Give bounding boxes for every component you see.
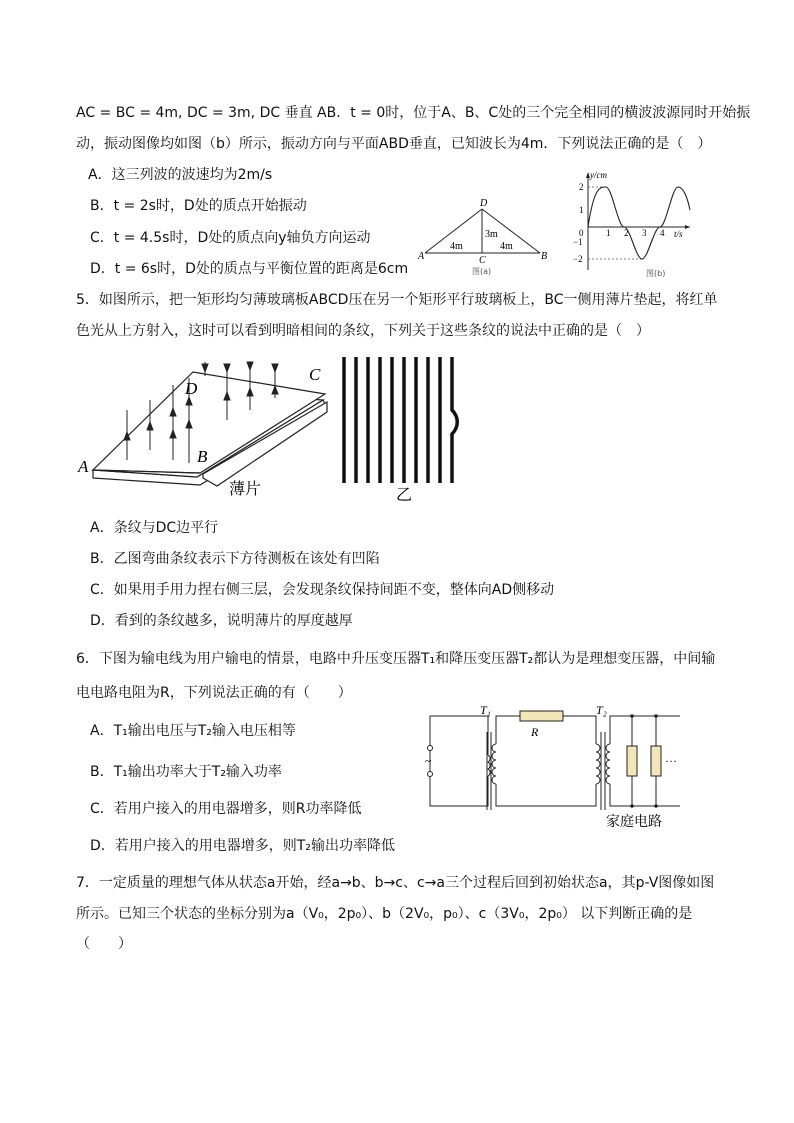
xtick-1: 1 [606,228,611,238]
q5-stem-line2: 色光从上方射入，这时可以看到明暗相间的条纹，下列关于这些条纹的说法中正确的是（ ） [76,323,650,339]
transmission-loop [492,716,600,806]
resistor-r [520,711,563,721]
fringe-line [452,357,457,483]
q4-figure-b [568,170,698,280]
ytick-1: 1 [579,205,584,215]
fringe-group [344,357,457,483]
ytick-neg1: −1 [573,237,583,247]
q4-figure-a [410,195,560,280]
caption-b: 图(b) [646,269,666,278]
q4-stem-line1: AC = BC = 4m, DC = 3m, DC 垂直 AB．t = 0时，位于A、B、C处的三个完全相同的横波波源同时开始振 [76,105,751,121]
xtick-2: 2 [624,228,629,238]
label-b: B [541,251,548,262]
q5-figure-plates [75,350,340,502]
label-a: A [418,251,425,262]
label-d: D [480,198,488,209]
q5-figure-fringes [338,355,463,503]
q4-option-d: D．t = 6s时，D处的质点与平衡位置的距离是6cm [90,261,409,277]
len-dc: 3m [485,229,498,240]
q6-figure-circuit [420,700,685,832]
label-d: D [185,379,198,398]
source-terminal-top [428,746,433,751]
origin-label: 0 [579,228,584,238]
home-circuit-label: 家庭电路 [606,814,662,830]
q4-option-c: C．t = 4.5s时，D处的质点向y轴负方向运动 [90,230,371,246]
q7-stem-line3: （ ） [76,936,132,952]
appliance-2 [651,746,661,776]
label-b: B [197,447,208,466]
t1-label: T₁ [480,703,491,717]
source-loop [430,716,490,806]
y-axis-label: y/cm [590,170,607,180]
transformer-t2-core [601,732,605,810]
label-a: A [78,457,89,476]
q6-option-d: D．若用户接入的用电器增多，则T₂输出功率降低 [90,838,395,854]
more-appliances: … [665,751,677,765]
r-label: R [531,725,539,739]
q6-stem-line1: 6．下图为输电线为用户输电的情景，电路中升压变压器T₁和降压变压器T₂都认为是理想变压器，中间输 [76,651,716,667]
t-axis-label: t/s [674,229,683,239]
label-c: C [309,365,321,384]
q6-option-a: A．T₁输出电压与T₂输入电压相等 [90,723,296,739]
q7-stem-line2: 所示。已知三个状态的坐标分别为a（V₀，2p₀）、b（2V₀，p₀）、c（3V₀，2p₀） 以下判断正确的是 [76,906,693,922]
caption-a: 图(a) [472,267,492,276]
q5-option-b: B．乙图弯曲条纹表示下方待测板在该处有凹陷 [90,551,380,567]
shim-label: 薄片 [229,479,262,498]
q6-option-b: B．T₁输出功率大于T₂输入功率 [90,764,282,780]
ytick-neg2: −2 [573,254,583,264]
xtick-4: 4 [660,228,665,238]
ytick-2: 2 [579,182,584,192]
sine-curve [588,187,690,259]
source-terminal-bottom [428,772,433,777]
t2-label: T₂ [596,703,607,717]
xtick-3: 3 [642,228,647,238]
q5-option-d: D．看到的条纹越多，说明薄片的厚度越厚 [90,613,353,629]
q5-option-a: A．条纹与DC边平行 [90,520,219,536]
q5-option-c: C．如果用手用力捏右侧三层，会发现条纹保持间距不变，整体向AD侧移动 [90,582,555,598]
q4-option-b: B．t = 2s时，D处的质点开始振动 [90,198,307,214]
appliance-1 [627,746,637,776]
len-ac: 4m [450,241,463,252]
q7-stem-line1: 7．一定质量的理想气体从状态a开始，经a→b、b→c、c→a三个过程后回到初始状态a，其p-V图像如图 [76,875,715,891]
q5-stem-line1: 5．如图所示，把一矩形均匀薄玻璃板ABCD压在另一个矩形平行玻璃板上，BC一侧用薄片垫起，将红单 [76,292,718,308]
q4-option-a: A．这三列波的波速均为2m/s [88,167,273,183]
fringe-label: 乙 [396,485,413,503]
len-bc: 4m [500,241,513,252]
ac-source-symbol: ~ [425,754,432,768]
q6-option-c: C．若用户接入的用电器增多，则R功率降低 [90,801,362,817]
triangle-abd [425,209,540,253]
q6-stem-line2: 电电路电阻为R，下列说法正确的有（ ） [76,685,352,701]
label-c: C [479,255,486,266]
q4-stem-line2: 动，振动图像均如图（b）所示，振动方向与平面ABD垂直，已知波长为4m．下列说法正确的是（ ） [76,136,712,152]
